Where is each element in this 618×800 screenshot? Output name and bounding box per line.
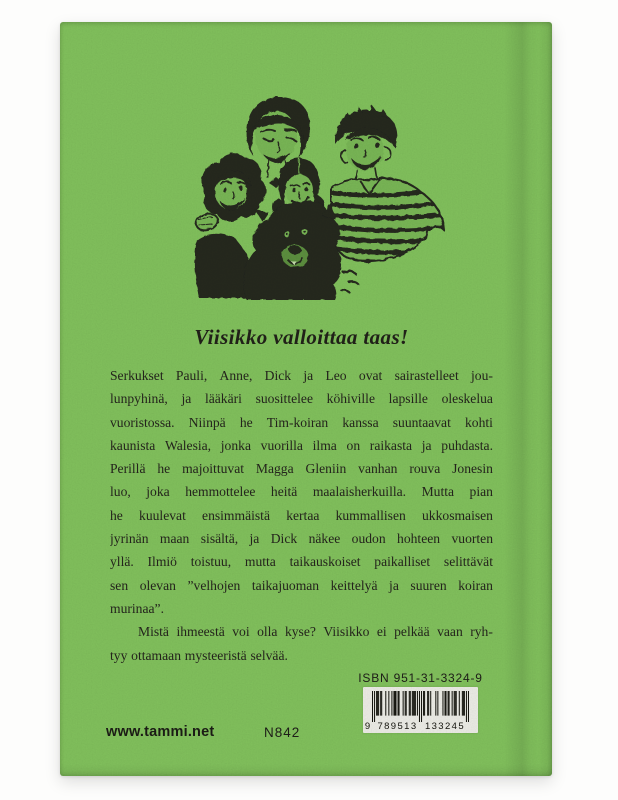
body-line: murinaa”.: [110, 600, 164, 616]
boy-striped-shirt-figure: [323, 105, 451, 262]
ean-barcode: [363, 687, 478, 733]
barcode-digit-lead: 9: [364, 721, 371, 732]
catalog-code: N842: [264, 725, 301, 740]
body-text: [110, 368, 493, 671]
body-line: Perillä he majoittuvat Magga Gleniin vanhan rouva Jonesin: [110, 461, 493, 477]
barcode-digits-left: 789513: [377, 721, 418, 732]
body-line: Mistä ihmeestä voi olla kyse? Viisikko ei pelkää vaan ryh-: [138, 624, 493, 640]
body-line: he kuulevat ensimmäistä kertaa kummallisen ukkosmaisen: [110, 507, 493, 523]
isbn-number: ISBN 951-31-3324-9: [358, 671, 483, 685]
body-line: lunpyhinä, ja lääkäri suosittelee köhiville lapsille oleskelua: [110, 391, 493, 407]
book-tagline: Viisikko valloittaa taas!: [194, 325, 409, 349]
barcode-digits-right: 133245: [424, 721, 466, 732]
body-line: jyrinän maan sisältä, ja Dick näkee oudon hohteen vuorten: [110, 531, 493, 547]
body-line: luo, joka hemmottelee heitä maalaisherkuilla. Mutta pian: [110, 484, 493, 500]
cover-bottom-shade: [60, 764, 552, 776]
sketch-marks: [341, 271, 358, 292]
body-line: tyy ottamaan mysteeristä selvää.: [110, 647, 288, 663]
body-line: sen olevan ”velhojen taikajuoman keittelyä ja suuren koiran: [110, 577, 493, 593]
body-line: kaunista Walesia, jonka vuorilla ilma on raikasta ja puhdasta.: [110, 437, 493, 453]
publisher-website: www.tammi.net: [106, 724, 215, 740]
children-and-dog-illustration: [193, 92, 451, 300]
body-line: Serkukset Pauli, Anne, Dick ja Leo ovat sairastelleet jou-: [110, 368, 493, 383]
body-line: yllä. Ilmiö toistuu, mutta taikauskoiset paikalliset selittävät: [110, 554, 493, 570]
cover-fold-crease: [504, 22, 552, 776]
body-line: vuoristossa. Niinpä he Tim-koiran kanssa suuntaavat kohti: [110, 414, 493, 430]
book-back-cover: [60, 22, 552, 776]
dog-figure: [243, 201, 341, 300]
